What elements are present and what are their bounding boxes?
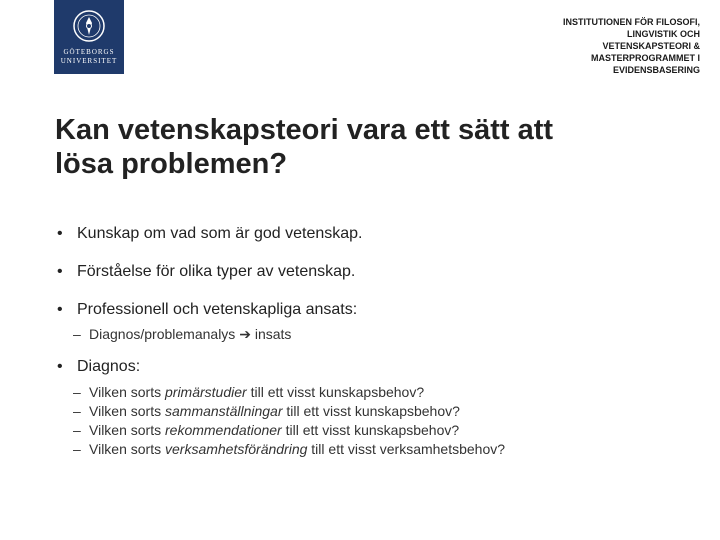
department-line: EVIDENSBASERING (612, 65, 700, 75)
bullet-item (55, 262, 695, 282)
sub-list (55, 383, 695, 459)
sub-text: Vilken sorts (89, 422, 165, 438)
department-line: INSTITUTIONEN FÖR FILOSOFI, (563, 17, 700, 27)
bullet-text: Diagnos: (77, 358, 141, 375)
sub-text: Vilken sorts (89, 403, 165, 419)
department-line: MASTERPROGRAMMET I (591, 53, 700, 63)
sub-emphasis: primärstudier (165, 384, 247, 400)
bullet-text: Kunskap om vad som är god vetenskap. (77, 225, 363, 242)
bullet-text: Förståelse för olika typer av vetenskap. (77, 263, 356, 280)
dash-marker: – (73, 326, 81, 342)
dash-marker: – (73, 403, 81, 419)
sub-text: insats (254, 326, 292, 342)
dash-marker: – (73, 422, 81, 438)
sub-text: Vilken sorts (89, 384, 165, 400)
department-line: LINGVISTIK OCH (626, 29, 700, 39)
logo-line-2: UNIVERSITET (60, 57, 118, 65)
bullet-marker: • (57, 263, 63, 280)
slide-content (55, 224, 695, 459)
bullet-text: Professionell och vetenskapliga ansats: (77, 301, 358, 318)
sub-text: Vilken sorts (89, 441, 165, 457)
sub-item (55, 440, 695, 459)
sub-text: till ett visst kunskapsbehov? (246, 384, 425, 400)
dash-marker: – (73, 441, 81, 457)
slide-title-line-1: Kan vetenskapsteori vara ett sätt att (55, 114, 554, 146)
bullet-marker: • (57, 358, 63, 375)
arrow-right-icon: ➔ (239, 326, 251, 342)
department-line: VETENSKAPSTEORI & (602, 41, 700, 51)
sub-emphasis: verksamhetsförändring (165, 441, 308, 457)
logo-text (61, 48, 118, 66)
university-seal-icon (72, 8, 106, 44)
sub-item (55, 383, 695, 402)
logo-line-1: GÖTEBORGS (63, 48, 115, 56)
bullet-marker: • (57, 301, 63, 318)
sub-item (55, 402, 695, 421)
sub-text: till ett visst kunskapsbehov? (282, 403, 460, 419)
bullet-item (55, 224, 695, 244)
sub-item (55, 421, 695, 440)
sub-text: till ett visst verksamhetsbehov? (307, 441, 506, 457)
bullet-item (55, 357, 695, 377)
university-logo (54, 0, 124, 74)
sub-emphasis: sammanställningar (165, 403, 283, 419)
department-header (500, 16, 700, 76)
slide-title-line-2: lösa problemen? (55, 148, 288, 180)
sub-list (55, 325, 695, 344)
sub-item (55, 325, 695, 344)
sub-emphasis: rekommendationer (165, 422, 282, 438)
dash-marker: – (73, 384, 81, 400)
sub-text: till ett visst kunskapsbehov? (281, 422, 460, 438)
bullet-marker: • (57, 225, 63, 242)
sub-text: Diagnos/problemanalys (89, 326, 236, 342)
slide-title (55, 113, 655, 181)
bullet-item (55, 300, 695, 320)
